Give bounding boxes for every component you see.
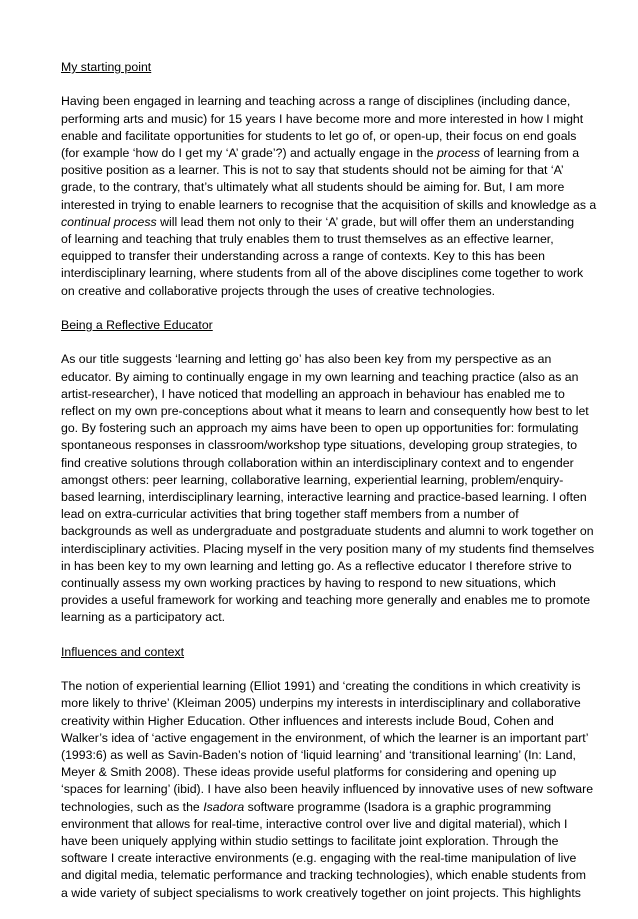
text-line bbox=[61, 833, 591, 850]
text-line bbox=[61, 695, 591, 712]
text-run: (1993:6) as well as Savin-Baden’s notion of ‘liquid learning’ and ‘transitional learning’ (In: Land, bbox=[61, 748, 576, 763]
text-run: of learning from a bbox=[480, 146, 580, 160]
text-run: Meyer & Smith 2008). These ideas provide useful platforms for considering and opening up bbox=[61, 765, 557, 780]
text-line bbox=[61, 111, 591, 128]
text-line bbox=[61, 162, 591, 179]
text-line bbox=[61, 541, 595, 558]
text-run: creativity within Higher Education. Other influences and interests include Boud, Cohen and bbox=[61, 713, 554, 728]
section-paragraph bbox=[61, 351, 595, 626]
text-run: grade, to the contrary, that’s ultimately what all students should be aiming for. But, I am more bbox=[61, 180, 565, 195]
text-line bbox=[61, 799, 591, 816]
text-line bbox=[61, 747, 591, 764]
section-paragraph bbox=[61, 678, 594, 902]
text-line bbox=[61, 781, 594, 798]
text-line bbox=[61, 730, 591, 747]
section-heading: Being a Reflective Educator bbox=[61, 318, 213, 333]
text-line bbox=[61, 265, 591, 282]
text-run: technologies, such as the bbox=[61, 799, 204, 814]
text-line bbox=[61, 472, 591, 489]
text-line bbox=[61, 506, 591, 523]
italic-text-run: process bbox=[436, 146, 481, 160]
text-run: go. By fostering such an approach my aims have been to open up opportunities for: formulating bbox=[61, 421, 579, 436]
text-run: interdisciplinary activities. Placing myself in the very position many of my students find themselves bbox=[61, 541, 595, 556]
text-run: backgrounds as well as undergraduate and postgraduate students and alumni to work together on bbox=[61, 524, 594, 539]
text-line bbox=[61, 283, 591, 300]
text-run: interdisciplinary learning, where students from all of the above disciplines come together to work bbox=[61, 266, 584, 281]
text-line bbox=[61, 93, 591, 110]
text-line bbox=[61, 437, 591, 454]
text-line bbox=[61, 369, 591, 386]
text-run: The notion of experiential learning (Elliot 1991) and ‘creating the conditions in which creativity is bbox=[61, 679, 581, 694]
text-run: more likely to thrive’ (Kleiman 2005) underpins my interests in interdisciplinary and collaborative bbox=[61, 696, 581, 711]
text-line bbox=[61, 179, 591, 196]
text-line bbox=[61, 523, 594, 540]
text-run: will lead them not only to their ‘A’ grade, but will offer them an understanding bbox=[156, 214, 575, 229]
text-line bbox=[61, 214, 591, 231]
text-run: spontaneous responses in classroom/workshop type situations, developing group strategies, to bbox=[61, 438, 578, 453]
text-run: software I create interactive environments (e.g. engaging with the real-time manipulation of live bbox=[61, 851, 577, 866]
text-run: of learning and teaching that truly enables them to trust themselves as an effective learner, bbox=[61, 232, 554, 247]
text-line bbox=[61, 592, 591, 609]
text-line bbox=[61, 145, 591, 162]
text-run: in has been key to my own learning and letting go. As a reflective educator I therefore strive to bbox=[61, 558, 572, 573]
text-line bbox=[61, 386, 591, 403]
text-run: Walker’s idea of ‘active engagement in the environment, of which the learner is an important part’ bbox=[61, 730, 589, 745]
text-run: a wide variety of subject specialisms to work creatively together on joint projects. This highlights bbox=[61, 885, 581, 900]
text-run: based learning, interdisciplinary learning, interactive learning and practice-based learning. I often bbox=[61, 490, 587, 505]
text-line bbox=[61, 231, 591, 248]
text-run: on creative and collaborative projects through the uses of creative technologies. bbox=[61, 283, 496, 298]
text-line bbox=[61, 816, 591, 833]
text-line bbox=[61, 575, 591, 592]
text-run: Having been engaged in learning and teaching across a range of disciplines (including dance, bbox=[61, 94, 571, 109]
text-run: equipped to transfer their understanding across a range of contexts. Key to this has been bbox=[61, 249, 545, 264]
text-run: provides a useful framework for working and teaching more generally and enables me to promote bbox=[61, 593, 591, 608]
text-run: interested in trying to enable learners to recognise that the acquisition of skills and knowledge as a bbox=[61, 197, 597, 212]
text-line bbox=[61, 850, 591, 867]
text-run: positive position as a learner. This is not to say that students should not be aiming for that ‘A’ bbox=[61, 163, 564, 178]
text-line bbox=[61, 403, 591, 420]
text-run: performing arts and music) for 15 years I have become more and more interested in how I might bbox=[61, 111, 584, 126]
text-line bbox=[61, 558, 591, 575]
text-run: have been uniquely applying within studio settings to facilitate joint exploration. Through the bbox=[61, 834, 559, 849]
text-line bbox=[61, 713, 591, 730]
text-run: educator. By aiming to continually engage in my own learning and teaching practice (also as an bbox=[61, 369, 579, 384]
text-line bbox=[61, 197, 597, 214]
text-line bbox=[61, 678, 591, 695]
text-run: artist-researcher), I have noticed that modelling an approach in behaviour has enabled me to bbox=[61, 386, 565, 401]
document-page bbox=[61, 59, 597, 919]
text-run: continually assess my own working practices by having to respond to new situations, which bbox=[61, 576, 556, 591]
text-line bbox=[61, 420, 591, 437]
text-line bbox=[61, 489, 591, 506]
text-run: environment that allows for real-time, interactive control over live and digital material), which I bbox=[61, 816, 568, 831]
text-line bbox=[61, 455, 591, 472]
text-run: reflect on my own pre-conceptions about what it means to learn and consequently how best to let bbox=[61, 404, 589, 419]
text-run: ‘spaces for learning’ (ibid). I have also been heavily influenced by innovative uses of new software bbox=[61, 782, 594, 797]
text-run: enable and facilitate opportunities for students to let go of, or open-up, their focus on end goals bbox=[61, 128, 577, 143]
text-run: and digital media, telematic performance and tracking technologies), which enable students from bbox=[61, 868, 586, 883]
text-run: software programme (Isadora is a graphic programming bbox=[244, 799, 552, 814]
text-line bbox=[61, 867, 591, 884]
text-run: find creative solutions through collaboration within an interdisciplinary context and to engender bbox=[61, 455, 574, 470]
section-paragraph bbox=[61, 93, 597, 299]
text-line bbox=[61, 885, 591, 902]
text-line bbox=[61, 351, 591, 368]
text-line bbox=[61, 128, 591, 145]
text-run: As our title suggests ‘learning and letting go’ has also been key from my perspective as an bbox=[61, 352, 552, 367]
section-heading: Influences and context bbox=[61, 644, 185, 659]
text-line bbox=[61, 609, 591, 626]
text-line bbox=[61, 248, 591, 265]
italic-text-run: continual process bbox=[61, 214, 157, 229]
text-run: lead on extra-curricular activities that bring together staff members from a number of bbox=[61, 507, 519, 522]
section-heading: My starting point bbox=[61, 60, 152, 74]
text-run: (for example ‘how do I get my ‘A’ grade’?) and actually engage in the bbox=[61, 146, 437, 160]
text-run: amongst others: peer learning, collaborative learning, experiential learning, problem/enquiry- bbox=[61, 472, 564, 487]
text-line bbox=[61, 764, 591, 781]
text-run: learning as a participatory act. bbox=[61, 610, 226, 625]
italic-text-run: Isadora bbox=[203, 799, 245, 814]
